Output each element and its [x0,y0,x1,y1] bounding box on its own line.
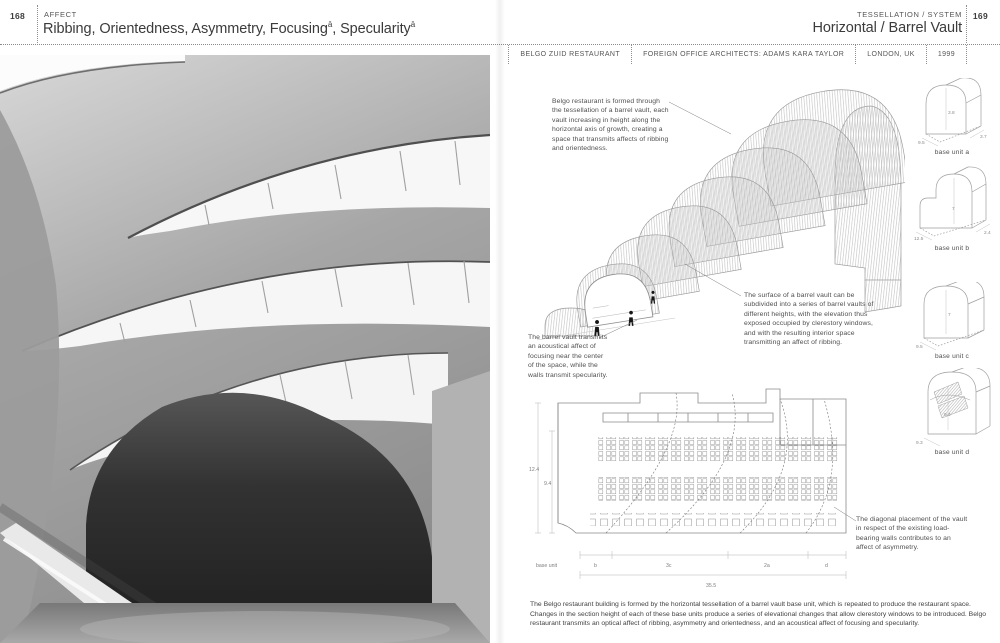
photo-belgo-interior [0,55,490,643]
seating-band-2 [598,477,840,501]
unit-a-depth: 3.7 [980,135,987,140]
dim-seg-c: 3c [666,563,672,569]
right-header-divider [966,5,967,43]
project-name: BELGO ZUID RESTAURANT [508,45,631,64]
dim-overall-width: 35.5 [706,583,717,589]
project-architects: FOREIGN OFFICE ARCHITECTS: ADAMS KARA TAYLOR [631,45,855,64]
base-unit-a [906,78,998,156]
page-gutter [495,0,505,643]
dim-overall-height: 12.4 [529,467,540,473]
dim-inner-height: 9.4 [544,481,552,487]
unit-d-height: 9.4 [944,413,951,418]
base-unit-d [906,368,998,456]
unit-c-width: 9.5 [916,345,923,350]
unit-c-height: 7 [948,313,951,318]
left-page-title [43,20,415,37]
annotation-formation: Belgo restaurant is formed through the tessellation of a barrel vault, each vault increasing in height along the horizontal axis of growth, creating a space that transmits affects of ribbing and orientedness. [552,98,669,152]
unit-b-width: 12.5 [914,237,924,242]
base-unit-c [906,282,998,360]
vault-diagonals [606,393,833,533]
base-unit-b [906,166,998,252]
left-header-divider [37,5,38,43]
right-category-label: TESSELLATION / SYSTEM [857,10,962,19]
left-title-part1: Ribbing, Orientedness, Asymmetry, Focusing [43,21,328,37]
base-unit-c-drawing [906,282,998,352]
dim-base-unit-label: base unit [536,563,558,569]
right-page-title: Horizontal / Barrel Vault [812,20,962,36]
base-unit-d-drawing [906,368,998,448]
base-unit-d-label: base unit d [934,449,970,456]
unit-d-width: 9.3 [916,441,923,446]
floor-plan-drawing [528,385,868,597]
base-unit-a-drawing [906,78,998,148]
left-page-number: 168 [10,11,26,21]
annotation-surface: The surface of a barrel vault can be subdivided into a series of barrel vaults of different heights, with the elevation thus exposed occupied by clerestory windows, and with the resulting interior space transmitting an affect of ribbing. [744,292,874,346]
project-info-bar [508,45,967,64]
project-location: LONDON, UK [855,45,926,64]
unit-a-width: 9.5 [918,141,925,146]
left-category-label: AFFECT [44,10,77,19]
page-caption: The Belgo restaurant building is formed by the horizontal tessellation of a barrel vault base unit, which is repeated to produce the restaurant space. Changes in the section height of each of these base units produce a series of elevational changes that allow clerestory windows to be introduced. Belgo restaurant transmits an optical affect of ribbing, asymmetry and orientedness, and an acoustical affect of focusing and specularity. [530,601,987,628]
sense-symbol-1: ā [327,20,333,29]
dim-seg-a: 2a [764,563,770,569]
project-year: 1999 [926,45,966,64]
unit-a-height: 3.8 [948,111,955,116]
right-page-number: 169 [972,11,988,21]
seating-band-1 [598,437,840,461]
base-unit-a-label: base unit a [934,149,970,156]
unit-b-depth: 2.4 [984,231,991,236]
annotation-acoustic: The barrel vault transmits an acoustical affect of focusing near the center of the space, while the walls transmit specularity. [528,334,608,379]
dim-seg-d: d [825,563,828,569]
sense-symbol-2: ā [410,20,416,29]
unit-b-height: 7 [952,207,955,212]
annotation-diagonal: The diagonal placement of the vault in respect of the existing load-bearing walls contributes to an affect of asymmetry. [856,516,968,552]
base-unit-c-label: base unit c [934,353,970,360]
base-unit-b-label: base unit b [934,245,970,252]
dim-seg-b: b [594,563,597,569]
left-title-part2: , Specularity [332,21,411,37]
base-unit-b-drawing [906,166,998,244]
seating-band-3 [590,513,838,526]
